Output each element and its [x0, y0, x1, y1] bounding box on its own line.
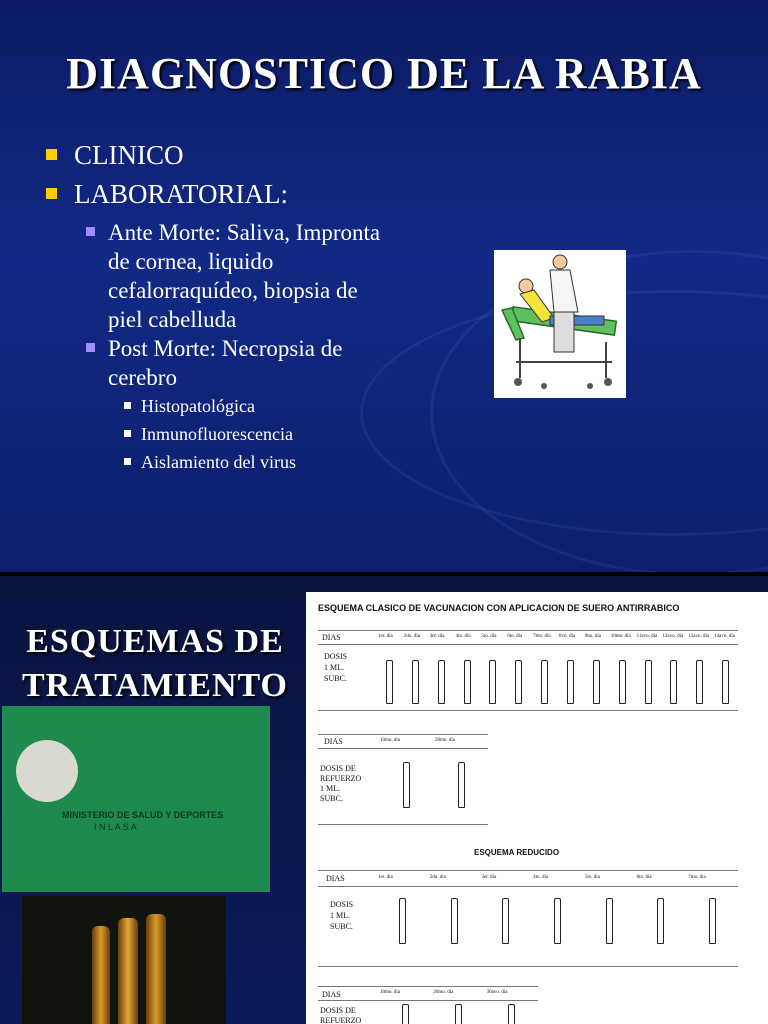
dias-label: DIAS [322, 633, 341, 642]
day-header: 6to. día [507, 634, 523, 639]
day-header: 7mo. día [533, 634, 551, 639]
sub-sub-bullet: Inmunofluorescencia [124, 422, 293, 446]
vial-icon [541, 660, 548, 704]
bullet-square-icon [124, 402, 131, 409]
vial-icon [567, 660, 574, 704]
vial-icon [722, 660, 729, 704]
day-header: 7mo. día [688, 875, 706, 880]
vial-icon [451, 898, 458, 944]
day-header: 12avo. día [662, 634, 684, 639]
vial-icon [438, 660, 445, 704]
vaccination-schedule-scan [306, 592, 768, 1024]
day-header: 6to. día [636, 875, 652, 880]
dias-label: DIAS [322, 990, 341, 999]
vial-icon [554, 898, 561, 944]
day-header: 8vo. día [559, 634, 576, 639]
dosis-label: 1 ML. [330, 911, 350, 920]
vial-icon [619, 660, 626, 704]
day-header: 1er. día [378, 875, 393, 880]
dias-label: DIAS [326, 874, 345, 883]
sub-sub-bullet: Histopatológica [124, 394, 255, 418]
day-header: 20mo. día [433, 990, 454, 995]
day-header: 1er. día [378, 634, 393, 639]
reducido-heading: ESQUEMA REDUCIDO [474, 848, 560, 857]
vial-icon [458, 762, 465, 808]
bullet-square-icon [86, 343, 95, 352]
bullet-clinico: CLINICO [46, 140, 184, 170]
seal-logo [16, 740, 78, 802]
vial-icon [657, 898, 664, 944]
bullet-square-icon [46, 188, 57, 199]
day-header: 10mo. día [380, 990, 400, 995]
day-header: 10mo. día [380, 738, 400, 743]
vial-icon [606, 898, 613, 944]
bullet-laboratorial: LABORATORIAL: [46, 179, 288, 209]
day-header: 4to. día [455, 634, 471, 639]
dosis-label: DOSIS [324, 652, 348, 661]
bullet-square-icon [124, 458, 131, 465]
box-label: MINISTERIO DE SALUD Y DEPORTES [62, 810, 224, 820]
dosis-label: SUBC. [330, 922, 353, 931]
day-header: 5to. día [584, 875, 600, 880]
vaccine-box-photo [2, 706, 270, 892]
ampoules-photo [22, 896, 226, 1024]
day-header: 5to. día [481, 634, 497, 639]
ampoule [118, 918, 138, 1024]
vial-icon [502, 898, 509, 944]
slide-title: ESQUEMAS DE TRATAMIENTO [21, 623, 289, 704]
refuerzo-label: REFUERZO [320, 1016, 362, 1024]
refuerzo-label: REFUERZO [320, 774, 362, 783]
day-header: 2do. día [403, 634, 420, 639]
vial-icon [403, 762, 410, 808]
day-header: 30avo. día [486, 990, 508, 995]
day-header: 20mo. día [435, 738, 455, 743]
schedule-heading: ESQUEMA CLASICO DE VACUNACION CON APLICACION DE SUERO ANTIRRABICO [318, 603, 680, 613]
vial-icon [593, 660, 600, 704]
vial-icon [515, 660, 522, 704]
day-header: 11avo. día [636, 634, 658, 639]
bullet-square-icon [124, 430, 131, 437]
vial-icon [386, 660, 393, 704]
day-header: 3er. día [429, 634, 445, 639]
vial-icon [645, 660, 652, 704]
vial-icon [455, 1004, 462, 1024]
vial-icon [464, 660, 471, 704]
day-header: 10mo. día [610, 634, 631, 639]
vial-icon [412, 660, 419, 704]
vial-icon [399, 898, 406, 944]
refuerzo-label: DOSIS DE [320, 1006, 356, 1015]
dosis-label: 1 ML. [324, 663, 344, 672]
day-header: 4to. día [533, 875, 549, 880]
vial-icon [696, 660, 703, 704]
bullet-square-icon [86, 227, 95, 236]
refuerzo-label: 1 ML. [320, 784, 340, 793]
dias-label: DIAS [324, 737, 343, 746]
day-header: 13avo. día [688, 634, 710, 639]
vial-icon [402, 1004, 409, 1024]
day-header: 3er. día [481, 875, 497, 880]
bullet-square-icon [46, 149, 57, 160]
day-header: 2do. día [429, 875, 446, 880]
day-header: 14avo. día [714, 634, 735, 639]
vial-icon [670, 660, 677, 704]
slide-title: DIAGNOSTICO DE LA RABIA [66, 49, 702, 98]
refuerzo-label: DOSIS DE [320, 764, 356, 773]
vial-icon [508, 1004, 515, 1024]
vial-icon [489, 660, 496, 704]
sub-sub-bullet: Aislamiento del virus [124, 450, 296, 474]
dosis-label: DOSIS [330, 900, 354, 909]
ampoule [92, 926, 110, 1024]
slide-esquemas [0, 576, 768, 1024]
patient-stretcher-illustration [494, 250, 626, 398]
ampoule [146, 914, 166, 1024]
dosis-label: SUBC. [324, 674, 347, 683]
vial-icon [709, 898, 716, 944]
sub-bullet-post-morte: Post Morte: Necropsia de cerebro [86, 334, 386, 392]
refuerzo-label: SUBC. [320, 794, 343, 803]
day-header: 9no. día [584, 634, 601, 639]
box-label: I N L A S A [94, 822, 137, 832]
sub-bullet-ante-morte: Ante Morte: Saliva, Impronta de cornea, liquido cefalorraquídeo, biopsia de piel cabelluda [86, 218, 386, 334]
